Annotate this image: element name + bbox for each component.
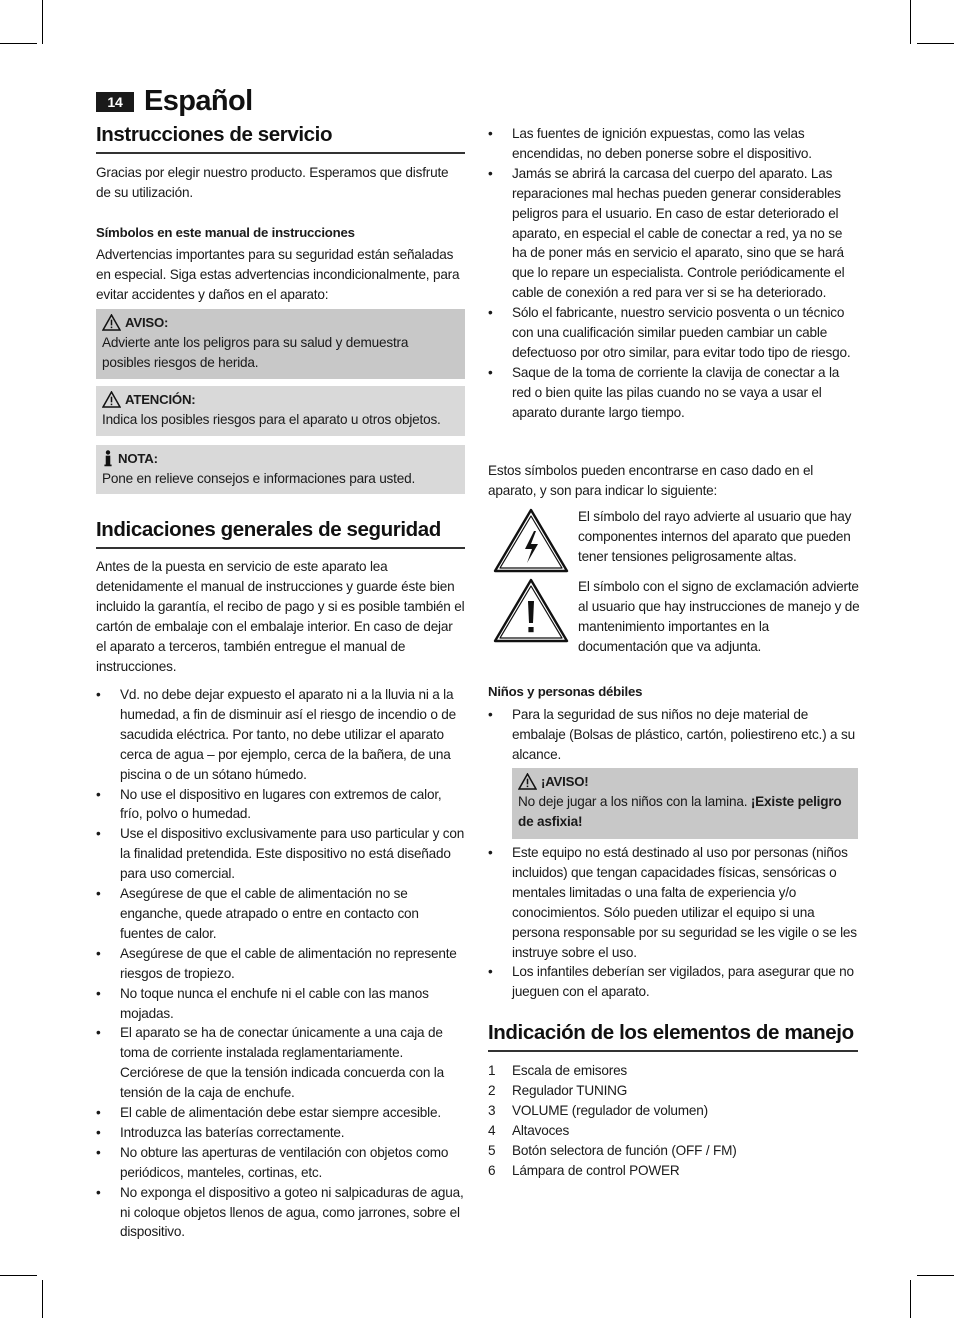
ninos-aviso-box [512,768,858,839]
aviso-title: AVISO: [125,315,169,330]
elemento-item [488,1101,858,1121]
atencion-title: ATENCIÓN: [125,392,196,407]
crop-mark [0,1275,37,1276]
crop-mark [917,1275,954,1276]
list-item-text: Use el dispositivo exclusivamente para uso particular y con la finalidad pretendida. Este dispositivo no está diseñado para uso comercial. [120,826,465,882]
crop-mark [0,43,37,44]
list-item-text: Las fuentes de ignición expuestas, como las velas encendidas, no deben ponerse sobre el dispositivo. [512,126,812,161]
list-item: • Use el dispositivo exclusivamente para uso particular y con la finalidad pretendida. Este dispositivo no está diseñado para uso comercial. [96,826,465,882]
elementos-list [488,1061,858,1180]
elemento-number: 5 [488,1142,496,1158]
ninos-bullet-list-1 [488,705,858,765]
ninos-aviso-bold: ¡Existe peligro de asfixia! [518,793,842,829]
elemento-label: Lámpara de control POWER [512,1162,680,1178]
seguridad-intro: Antes de la puesta en servicio de este aparato lea detenidamente el manual de instrucciones y guarde éste bien incluido la garantía, el recibo de pago y si es posible también el cartón de embalaje con el embalaje interior. En caso de dejar el aparato a terceros, también entregue el manual de instrucciones. [96,559,465,674]
elemento-number: 4 [488,1122,496,1138]
elemento-item [488,1161,858,1181]
section-title-seguridad: Indicaciones generales de seguridad [96,517,465,549]
list-item: • No obture las aperturas de ventilación con objetos como periódicos, manteles, cortinas, etc. [96,1144,449,1180]
page-number: 14 [96,92,134,112]
aviso-text: Advierte ante los peligros para su salud y demuestra posibles riesgos de herida. [102,334,409,370]
language-title: Español [144,85,253,117]
list-item-text: El cable de alimentación debe estar siempre accesible. [120,1105,441,1121]
elemento-number: 1 [488,1063,496,1078]
warning-triangle-icon [102,314,121,331]
list-item-text: No toque nunca el enchufe ni el cable con las manos mojadas. [120,985,429,1021]
list-item-text: Los infantiles deberían ser vigilados, para asegurar que no jueguen con el aparato. [512,964,854,1000]
intro-text: Gracias por elegir nuestro producto. Esperamos que disfrute de su utilización. [96,165,449,200]
elemento-label: Escala de emisores [512,1063,628,1078]
list-item-text: Jamás se abrirá la carcasa del cuerpo del aparato. Las reparaciones mal hechas pueden generar considerables peligros para el usuario. En caso de estar deteriorado el aparato, en especial el cable de conectar a red, ya no se ha de poner más en servicio el aparato, sino que se hará que lo repare un especialista. Controle periódicamente el cable de conexión a red para ver si se ha deteriorado. [512,165,845,301]
list-item-text: Asegúrese de que el cable de alimentación no represente riesgos de tropiezo. [120,945,457,981]
list-item: • Vd. no debe dejar expuesto el aparato ni a la lluvia ni a la humedad, a fin de disminuir así el riesgo de incendio o de sacudida eléctrica. Por tanto, no debe utilizar el aparato cerca de agua – por ejemplo, cerca de la bañera, de una piscina o de un sótano húmedo. [96,687,457,782]
ninos-bullet-list-2 [488,843,858,1002]
list-item: • Los infantiles deberían ser vigilados, para asegurar que no jueguen con el aparato. [488,964,854,1000]
exclamation-warning-icon [492,577,570,645]
symbols-subhead: Símbolos en este manual de instrucciones [96,225,355,240]
nota-box [96,445,465,494]
list-item: • No use el dispositivo en lugares con extremos de calor, frío, polvo o humedad. [96,786,442,822]
warning-triangle-icon [102,391,121,408]
elemento-number: 2 [488,1082,496,1098]
elemento-label: VOLUME (regulador de volumen) [512,1102,708,1118]
list-item-text: No obture las aperturas de ventilación con objetos como periódicos, manteles, cortinas, etc. [120,1144,449,1180]
nota-text: Pone en relieve consejos e informaciones para usted. [102,470,416,486]
list-item: • Jamás se abrirá la carcasa del cuerpo del aparato. Las reparaciones mal hechas pueden generar considerables peligros para el usuario. En caso de estar deteriorado el aparato, en especial el cable de conectar a red, ya no se ha de poner más en servicio el aparato, sino que se hará que lo repare un especialista. Controle periódicamente el cable de conexión a red para ver si se ha deteriorado. [488,165,845,301]
list-item-text: Sólo el fabricante, nuestro servicio posventa o un técnico con una cualificación similar pueden cambiar un cable defectuoso por otro similar, para evitar todo tipo de riesgo. [512,305,851,360]
list-item: • Asegúrese de que el cable de alimentación no represente riesgos de tropiezo. [96,945,457,981]
elemento-item [488,1141,858,1161]
atencion-text: Indica los posibles riesgos para el aparato u otros objetos. [102,411,441,427]
list-item-text: No exponga el dispositivo a goteo ni salpicaduras de agua, ni coloque objetos llenos de agua, como jarrones, sobre el dispositivo. [120,1184,464,1240]
crop-mark [910,1280,911,1318]
list-item: • Saque de la toma de corriente la clavija de conectar a la red o bien quite las pilas cuando no se vaya a usar el aparato durante largo tiempo. [488,364,840,420]
elemento-label: Altavoces [512,1122,570,1138]
crop-mark [910,0,911,44]
elemento-item [488,1121,858,1141]
list-item: • No exponga el dispositivo a goteo ni salpicaduras de agua, ni coloque objetos llenos de agua, como jarrones, sobre el dispositivo. [96,1184,464,1240]
nota-title: NOTA: [118,451,158,466]
list-item: • El cable de alimentación debe estar siempre accesible. [96,1105,441,1121]
crop-mark [42,1280,43,1318]
info-icon [102,450,114,467]
list-item: • Asegúrese de que el cable de alimentación no se enganche, quede atrapado o entre en contacto con fuentes de calor. [96,886,419,941]
list-item-text: Introduzca las baterías correctamente. [120,1124,345,1140]
elemento-item [488,1081,858,1101]
exclamation-symbol-row [488,577,860,654]
list-item: • No toque nunca el enchufe ni el cable con las manos mojadas. [96,985,429,1021]
ninos-aviso-title: ¡AVISO! [541,774,589,789]
elemento-label: Botón selectora de función (OFF / FM) [512,1142,737,1158]
atencion-box [96,386,465,436]
list-item-text: El aparato se ha de conectar únicamente a una caja de toma de corriente instalada reglamentariamente. Cerciórese de que la tensión indicada concuerda con la tensión de la caja de enchufe. [120,1025,444,1101]
elemento-label: Regulador TUNING [512,1082,628,1098]
list-item: • Para la seguridad de sus niños no deje material de embalaje (Bolsas de plástico, cartón, poliestireno etc.) a su alcance. [488,707,855,762]
elemento-number: 3 [488,1102,496,1118]
ninos-subhead: Niños y personas débiles [488,684,643,699]
list-item-text: No use el dispositivo en lugares con extremos de calor, frío, polvo o humedad. [120,786,442,822]
aviso-box [96,309,465,379]
list-item: • El aparato se ha de conectar únicamente a una caja de toma de corriente instalada reglamentariamente. Cerciórese de que la tensión indicada concuerda con la tensión de la caja de enchufe. [96,1025,444,1101]
seguridad-bullet-list [96,685,465,1242]
ninos-aviso-text: No deje jugar a los niños con la lamina. ¡Existe peligro de asfixia! [518,793,842,829]
list-item-text: Vd. no debe dejar expuesto el aparato ni a la lluvia ni a la humedad, a fin de disminuir así el riesgo de incendio o de sacudida eléctrica. Por tanto, no debe utilizar el aparato cerca de agua – por ejemplo, cerca de la bañera, de una piscina o de un sótano húmedo. [120,687,457,782]
exclamation-symbol-text: El símbolo con el signo de exclamación advierte al usuario que hay instrucciones de manejo y de mantenimiento importantes en la documentación que va adjunta. [578,579,860,654]
symbols-intro: Estos símbolos pueden encontrarse en caso dado en el aparato, y son para indicar lo siguiente: [488,463,814,498]
symbols-text: Advertencias importantes para su seguridad están señaladas en especial. Siga estas advertencias incondicionalmente, para evitar accidentes y daños en el aparato: [96,247,460,302]
crop-mark [917,43,954,44]
crop-mark [42,0,43,44]
list-item-text: Saque de la toma de corriente la clavija de conectar a la red o bien quite las pilas cuando no se vaya a usar el aparato durante largo tiempo. [512,364,840,420]
list-item: • Este equipo no está destinado al uso por personas (niños incluidos) que tengan capacidades físicas, sensóricas o mentales limitadas o una falta de experiencia y/o conocimientos. Sólo pueden utilizar el equipo si una persona responsable por su seguridad se les vigile o se les instruye sobre el uso. [488,845,857,960]
elemento-item [488,1061,858,1081]
section-title-instrucciones: Instrucciones de servicio [96,122,465,154]
warning-triangle-icon [518,773,537,790]
lightning-symbol-row [488,507,858,575]
right-bullet-list [488,124,858,423]
list-item: • Sólo el fabricante, nuestro servicio posventa o un técnico con una cualificación similar pueden cambiar un cable defectuoso por otro similar, para evitar todo tipo de riesgo. [488,305,851,360]
lightning-symbol-text: El símbolo del rayo advierte al usuario que hay componentes internos del aparato que pueden tener tensiones peligrosamente altas. [578,509,852,564]
list-item: • Introduzca las baterías correctamente. [96,1124,345,1140]
list-item: • Las fuentes de ignición expuestas, como las velas encendidas, no deben ponerse sobre el dispositivo. [488,126,812,161]
elemento-number: 6 [488,1162,496,1178]
list-item-text: Este equipo no está destinado al uso por personas (niños incluidos) que tengan capacidades físicas, sensóricas o mentales limitadas o una falta de experiencia y/o conocimientos. Sólo pueden utilizar el equipo si una persona responsable por su seguridad se les vigile o se les instruye sobre el uso. [512,845,857,960]
section-title-elementos: Indicación de los elementos de manejo [488,1020,858,1052]
list-item-text: Asegúrese de que el cable de alimentación no se enganche, quede atrapado o entre en contacto con fuentes de calor. [120,886,419,941]
lightning-warning-icon [492,507,570,575]
